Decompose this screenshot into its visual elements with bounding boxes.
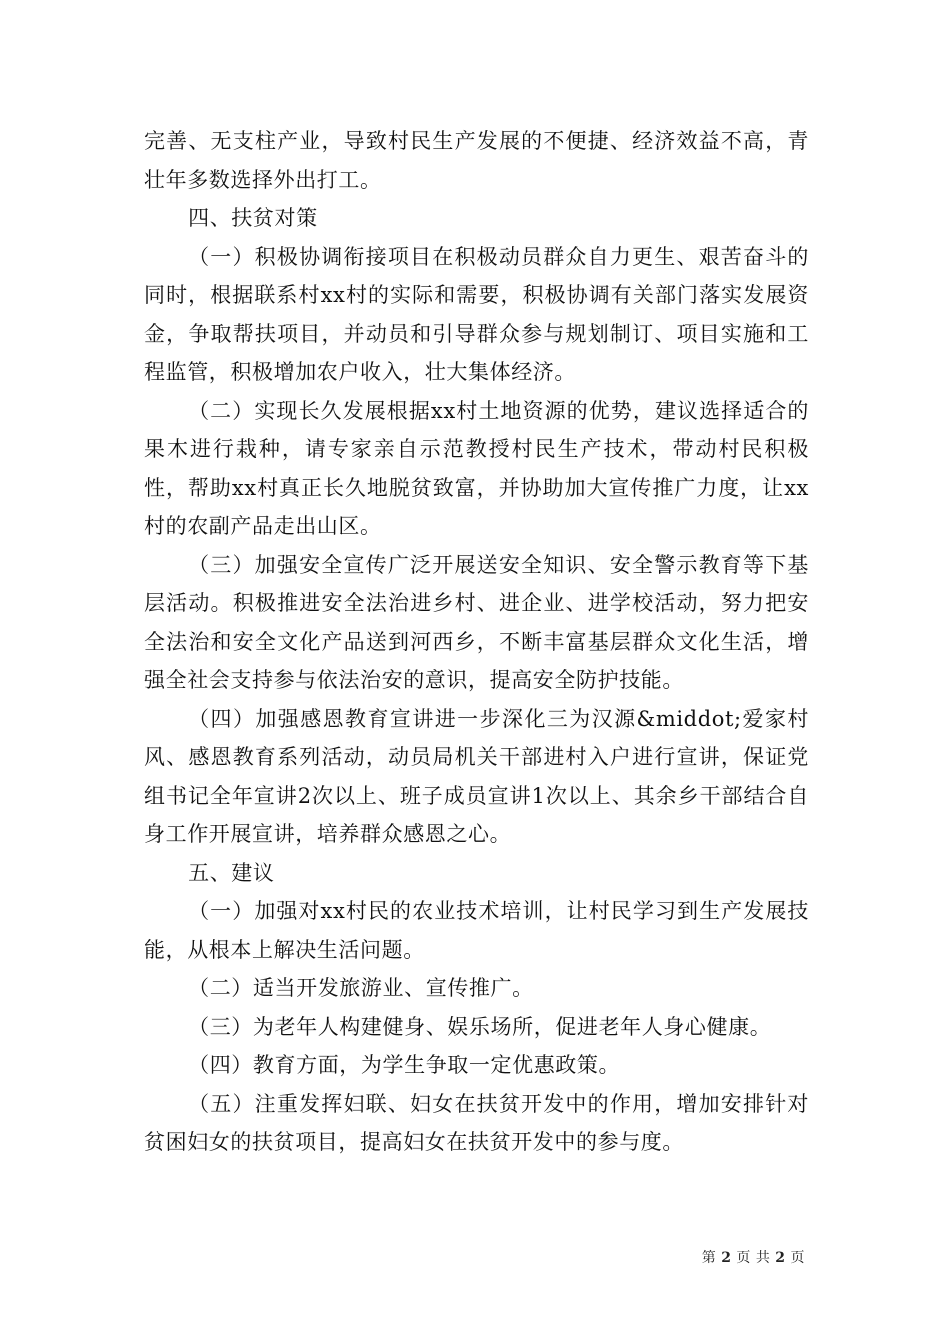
paragraph-suggestion-1: （一）加强对xx村民的农业技术培训，让村民学习到生产发展技能，从根本上解决生活问题。	[144, 899, 809, 962]
paragraph-measure-3: （三）加强安全宣传广泛开展送安全知识、安全警示教育等下基层活动。积极推进安全法治进乡村、进企业、进学校活动，努力把安全法治和安全文化产品送到河西乡，不断丰富基层群众文化生活，增强全社会支持参与依法治安的意识，提高安全防护技能。	[144, 552, 809, 692]
paragraph-measure-1: （一）积极协调衔接项目在积极动员群众自力更生、艰苦奋斗的同时，根据联系村xx村的实际和需要，积极协调有关部门落实发展资金，争取帮扶项目，并动员和引导群众参与规划制订、项目实施和工程监管，积极增加农户收入，壮大集体经济。	[144, 244, 809, 384]
paragraph-suggestion-5: （五）注重发挥妇联、妇女在扶贫开发中的作用，增加安排针对贫困妇女的扶贫项目，提高妇女在扶贫开发中的参与度。	[144, 1091, 809, 1154]
paragraph-suggestion-2: （二）适当开发旅游业、宣传推广。	[188, 976, 534, 1000]
section-heading-poverty-measures: 四、扶贫对策	[188, 206, 318, 230]
footer-middle: 页 共	[736, 1250, 771, 1266]
paragraph-suggestion-4: （四）教育方面，为学生争取一定优惠政策。	[188, 1053, 621, 1077]
page-number-footer	[702, 1247, 805, 1267]
footer-prefix: 第	[701, 1250, 717, 1266]
section-heading-suggestions: 五、建议	[188, 860, 275, 885]
paragraph-measure-4: （四）加强感恩教育宣讲进一步深化三为汉源&middot;爱家村风、感恩教育系列活动，动员局机关干部进村入户进行宣讲，保证党组书记全年宣讲2次以上、班子成员宣讲1次以上、其余乡干部结合自身工作开展宣讲，培养群众感恩之心。	[144, 706, 809, 846]
paragraph-continuation: 完善、无支柱产业，导致村民生产发展的不便捷、经济效益不高，青壮年多数选择外出打工。	[144, 129, 809, 192]
document-body	[144, 122, 809, 1162]
footer-current-page: 2	[721, 1250, 732, 1266]
footer-suffix: 页	[790, 1250, 805, 1266]
footer-total-pages: 2	[775, 1250, 786, 1266]
paragraph-suggestion-3: （三）为老年人构建健身、娱乐场所，促进老年人身心健康。	[188, 1014, 772, 1039]
paragraph-measure-2: （二）实现长久发展根据xx村土地资源的优势，建议选择适合的果木进行栽种，请专家亲自示范教授村民生产技术，带动村民积极性，帮助xx村真正长久地脱贫致富，并协助加大宣传推广力度，让xx村的农副产品走出山区。	[144, 398, 809, 538]
